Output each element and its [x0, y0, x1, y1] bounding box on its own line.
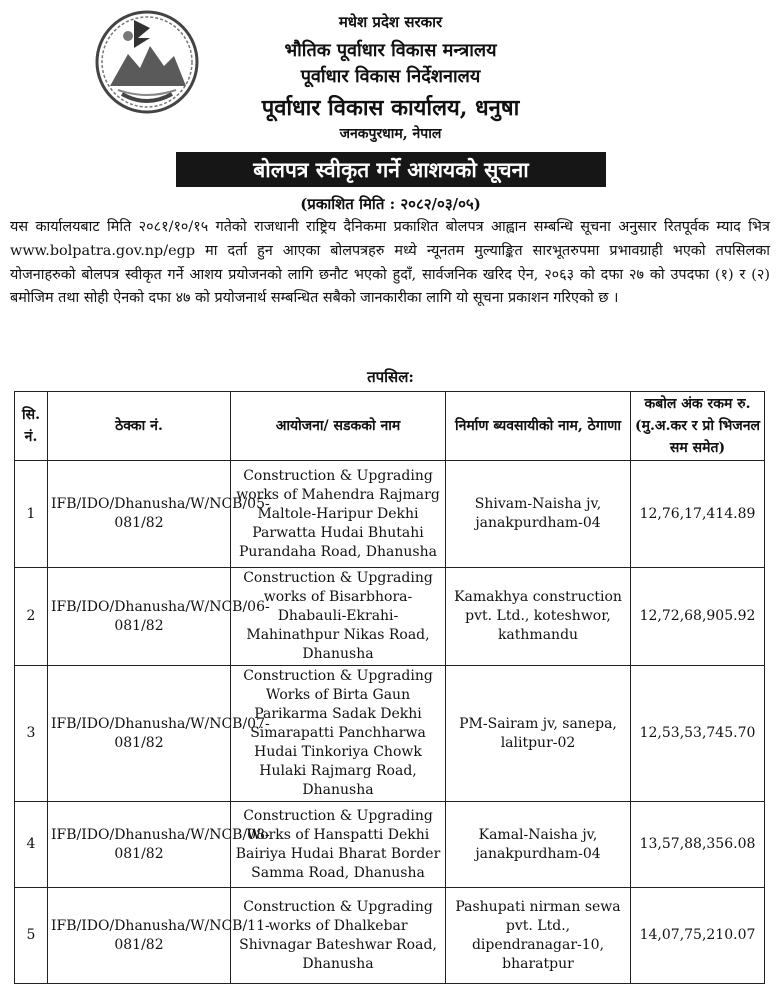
- cell-project: Construction & Upgrading works of Bisarbhora-Dhabauli-Ekrahi-Mahinathpur Nikas Road, Dhanusha: [231, 568, 446, 666]
- cell-amount: 13,57,88,356.08: [631, 802, 765, 888]
- header-bid-amount: कबोल अंक रकम रु. (मु.अ.कर र प्रो भिजनल सम समेत): [631, 392, 765, 461]
- header-project-name: आयोजना/ सडकको नाम: [231, 392, 446, 461]
- cell-contract: IFB/IDO/Dhanusha/W/NCB/07-081/82: [48, 666, 231, 802]
- table-row: [15, 666, 765, 802]
- office-address: जनकपुरधाम, नेपाल: [339, 126, 442, 142]
- table-row: [15, 461, 765, 568]
- table-header-row: [15, 392, 765, 461]
- cell-serial: 1: [15, 461, 48, 568]
- cell-contract: IFB/IDO/Dhanusha/W/NCB/11-081/82: [48, 888, 231, 984]
- header-contractor: निर्माण ब्यवसायीको नाम, ठेगाणा: [446, 392, 631, 461]
- cell-contract: IFB/IDO/Dhanusha/W/NCB/06-081/82: [48, 568, 231, 666]
- cell-contractor: Kamal-Naisha jv, janakpurdham-04: [446, 802, 631, 888]
- cell-contractor: PM-Sairam jv, sanepa, lalitpur-02: [446, 666, 631, 802]
- table-row: [15, 802, 765, 888]
- table-row: [15, 888, 765, 984]
- cell-project: Construction & Upgrading works of Mahendra Rajmarg Maltole-Haripur Dekhi Parwatta Hudai Bhutahi Purandaha Road, Dhanusha: [231, 461, 446, 568]
- published-date: (प्रकाशित मिति : २०८२/०३/०५): [300, 195, 481, 213]
- cell-amount: 14,07,75,210.07: [631, 888, 765, 984]
- province-government-title: मधेश प्रदेश सरकार: [338, 13, 443, 31]
- cell-amount: 12,53,53,745.70: [631, 666, 765, 802]
- cell-amount: 12,76,17,414.89: [631, 461, 765, 568]
- ministry-title: भौतिक पूर्वाधार विकास मन्त्रालय: [284, 40, 497, 61]
- cell-serial: 5: [15, 888, 48, 984]
- cell-project: Construction & Upgrading Works of Hanspatti Dekhi Bairiya Hudai Bharat Border Samma Road, Dhanusha: [231, 802, 446, 888]
- cell-serial: 2: [15, 568, 48, 666]
- bid-award-table: [14, 391, 765, 984]
- cell-contractor: Shivam-Naisha jv, janakpurdham-04: [446, 461, 631, 568]
- cell-contract: IFB/IDO/Dhanusha/W/NCB/05-081/82: [48, 461, 231, 568]
- cell-contractor: Pashupati nirman sewa pvt. Ltd., dipendranagar-10, bharatpur: [446, 888, 631, 984]
- cell-serial: 3: [15, 666, 48, 802]
- cell-project: Construction & Upgrading Works of Birta Gaun Parikarma Sadak Dekhi Simarapatti Panchharwa Hudai Tinkoriya Chowk Hulaki Rajmarg Road, Dhanusha: [231, 666, 446, 802]
- details-subheading: तपसिल:: [367, 368, 414, 386]
- cell-serial: 4: [15, 802, 48, 888]
- notice-title-banner: बोलपत्र स्वीकृत गर्ने आशयको सूचना: [176, 152, 606, 187]
- header-serial-number: सि. नं.: [15, 392, 48, 461]
- table-row: [15, 568, 765, 666]
- directorate-title: पूर्वाधार विकास निर्देशनालय: [300, 66, 481, 87]
- cell-amount: 12,72,68,905.92: [631, 568, 765, 666]
- header-contract-number: ठेक्का नं.: [48, 392, 231, 461]
- cell-project: Construction & Upgrading works of Dhalkebar Shivnagar Bateshwar Road, Dhanusha: [231, 888, 446, 984]
- office-title: पूर्वाधार विकास कार्यालय, धनुषा: [261, 95, 520, 121]
- cell-contractor: Kamakhya construction pvt. Ltd., koteshwor, kathmandu: [446, 568, 631, 666]
- notice-body-paragraph: यस कार्यालयबाट मिति २०८१/१०/१५ गतेको राजधानी राष्ट्रिय दैनिकमा प्रकाशित बोलपत्र आह्वान सम्बन्धि सूचना अनुसार रितपूर्वक म्याद भित्र www.bolpatra.gov.np/egp मा दर्ता हुन आएका बोलपत्रहरु मध्ये न्यूनतम मुल्याङ्कित सारभूतरुपमा प्रभावग्राही भएको तपसिलका योजनाहरुको बोलपत्र स्वीकृत गर्ने आशय प्रयोजनको लागि छनौट भएको हुदाँ, सार्वजनिक खरिद ऐन, २०६३ को दफा २७ को उपदफा (१) र (२) बमोजिम तथा सोही ऐनको दफा ४७ को प्रयोजनार्थ सम्बन्धित सबैको जानकारीका लागि यो सूचना प्रकाशन गरिएको छ ।: [10, 219, 771, 307]
- cell-contract: IFB/IDO/Dhanusha/W/NCB/08-081/82: [48, 802, 231, 888]
